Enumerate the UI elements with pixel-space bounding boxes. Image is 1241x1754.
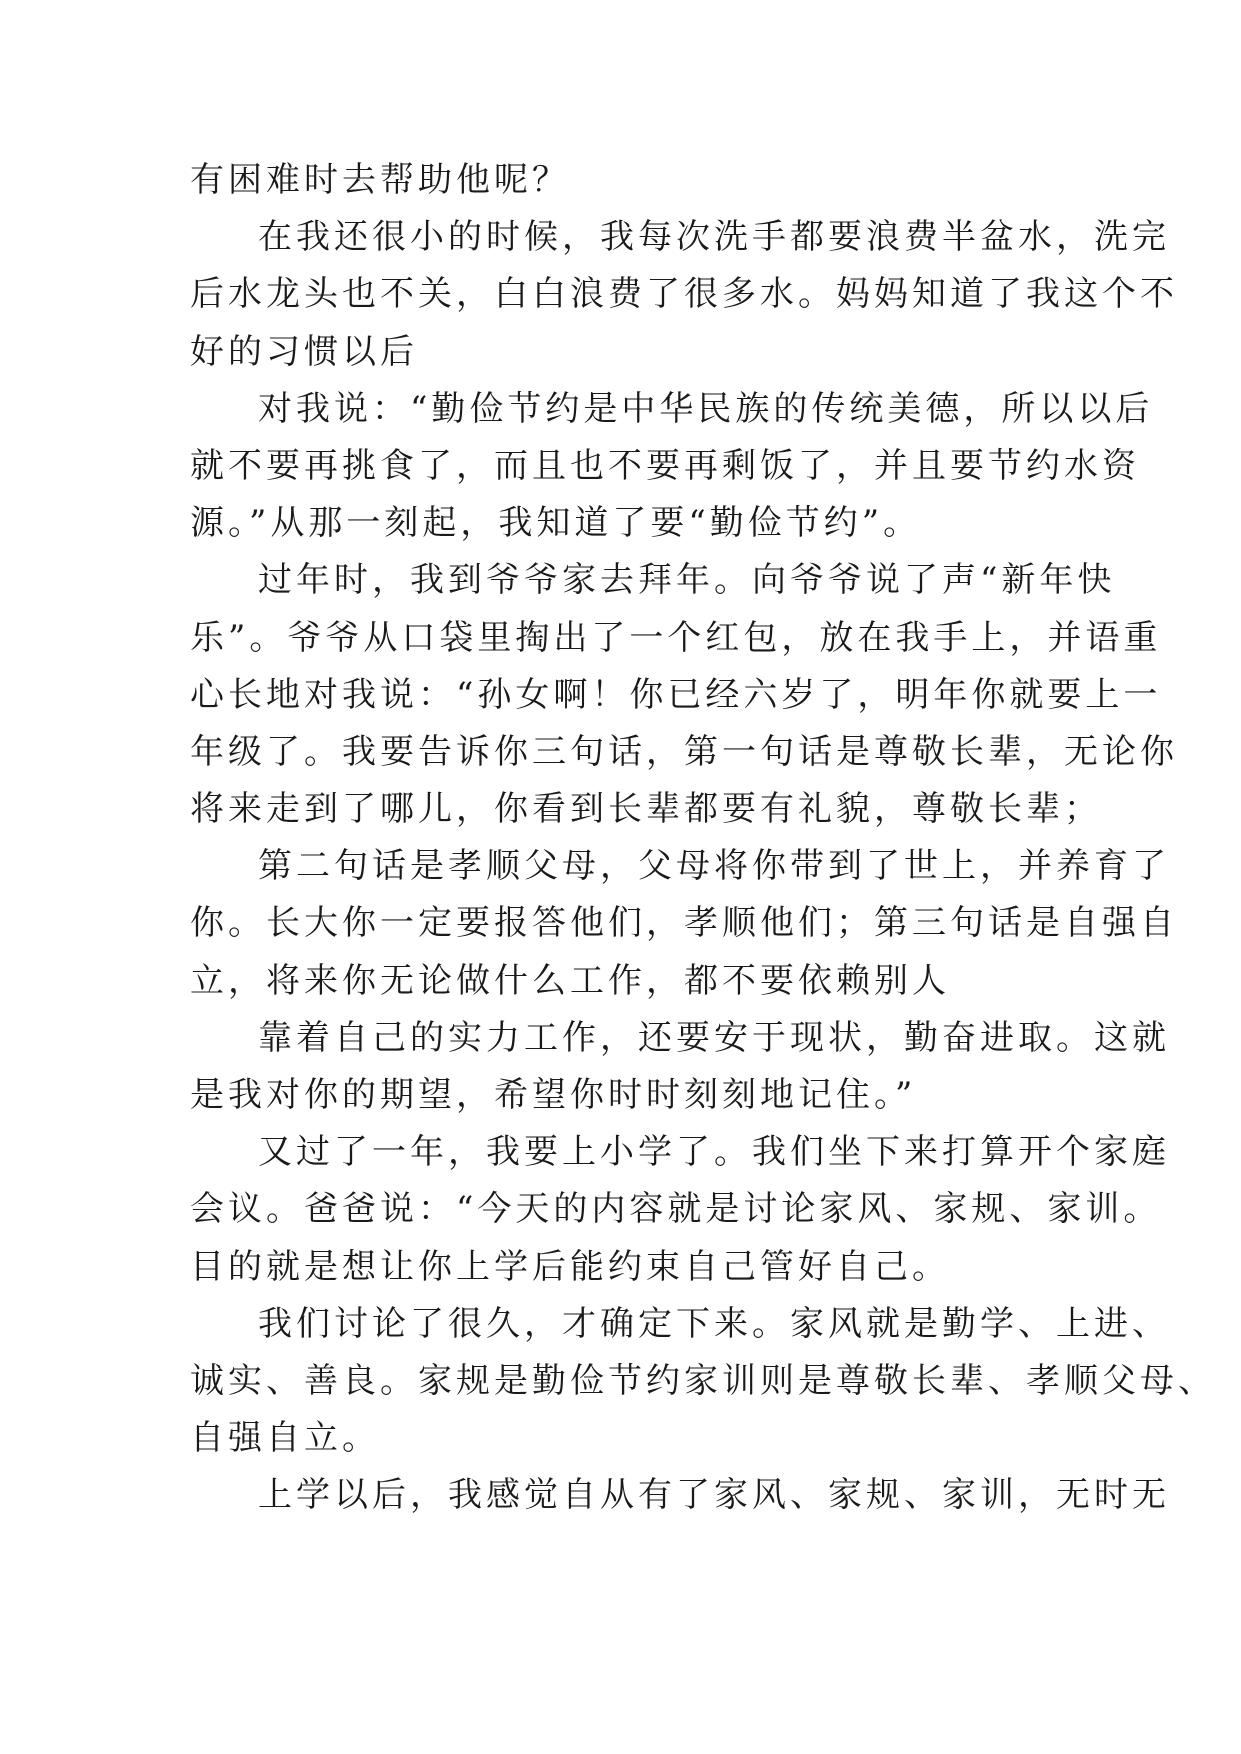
text-line: 上学以后，我感觉自从有了家风、家规、家训，无时无	[258, 1475, 1170, 1516]
text-line: 诚实、善良。家规是勤俭节约家训则是尊敬长辈、孝顺父母、	[190, 1360, 1216, 1401]
text-line: 第二句话是孝顺父母，父母将你带到了世上，并养育了	[258, 846, 1170, 887]
text-line: 又过了一年，我要上小学了。我们坐下来打算开个家庭	[258, 1132, 1170, 1173]
text-line: 自强自立。	[190, 1418, 380, 1459]
text-line: 乐”。爷爷从口袋里掏出了一个红包，放在我手上，并语重	[190, 617, 1162, 658]
text-line: 源。”从那一刻起，我知道了要“勤俭节约”。	[190, 503, 922, 544]
text-line: 会议。爸爸说：“今天的内容就是讨论家风、家规、家训。	[190, 1189, 1162, 1230]
text-line: 对我说：“勤俭节约是中华民族的传统美德，所以以后	[258, 388, 1154, 429]
text-line: 是我对你的期望，希望你时时刻刻地记住。”	[190, 1075, 917, 1115]
text-line: 过年时，我到爷爷家去拜年。向爷爷说了声“新年快	[258, 560, 1116, 601]
text-line: 目的就是想让你上学后能约束自己管好自己。	[190, 1246, 950, 1287]
text-line: 我们讨论了很久，才确定下来。家风就是勤学、上进、	[258, 1303, 1170, 1344]
text-line: 有困难时去帮助他呢？	[190, 160, 570, 200]
body-text	[190, 152, 1216, 1525]
text-line: 在我还很小的时候，我每次洗手都要浪费半盆水，洗完	[258, 217, 1170, 258]
text-line: 心长地对我说：“孙女啊！你已经六岁了，明年你就要上一	[190, 674, 1162, 715]
text-line: 将来走到了哪儿，你看到长辈都要有礼貌，尊敬长辈；	[190, 789, 1102, 830]
text-line: 好的习惯以后	[190, 331, 418, 372]
text-line: 就不要再挑食了，而且也不要再剩饭了，并且要节约水资	[190, 445, 1140, 486]
text-line: 立，将来你无论做什么工作，都不要依赖别人	[190, 960, 950, 1001]
text-line: 靠着自己的实力工作，还要安于现状，勤奋进取。这就	[258, 1017, 1170, 1058]
text-line: 后水龙头也不关，白白浪费了很多水。妈妈知道了我这个不	[190, 274, 1178, 315]
text-line: 年级了。我要告诉你三句话，第一句话是尊敬长辈，无论你	[190, 731, 1178, 772]
text-line: 你。长大你一定要报答他们，孝顺他们；第三句话是自强自	[190, 903, 1178, 944]
